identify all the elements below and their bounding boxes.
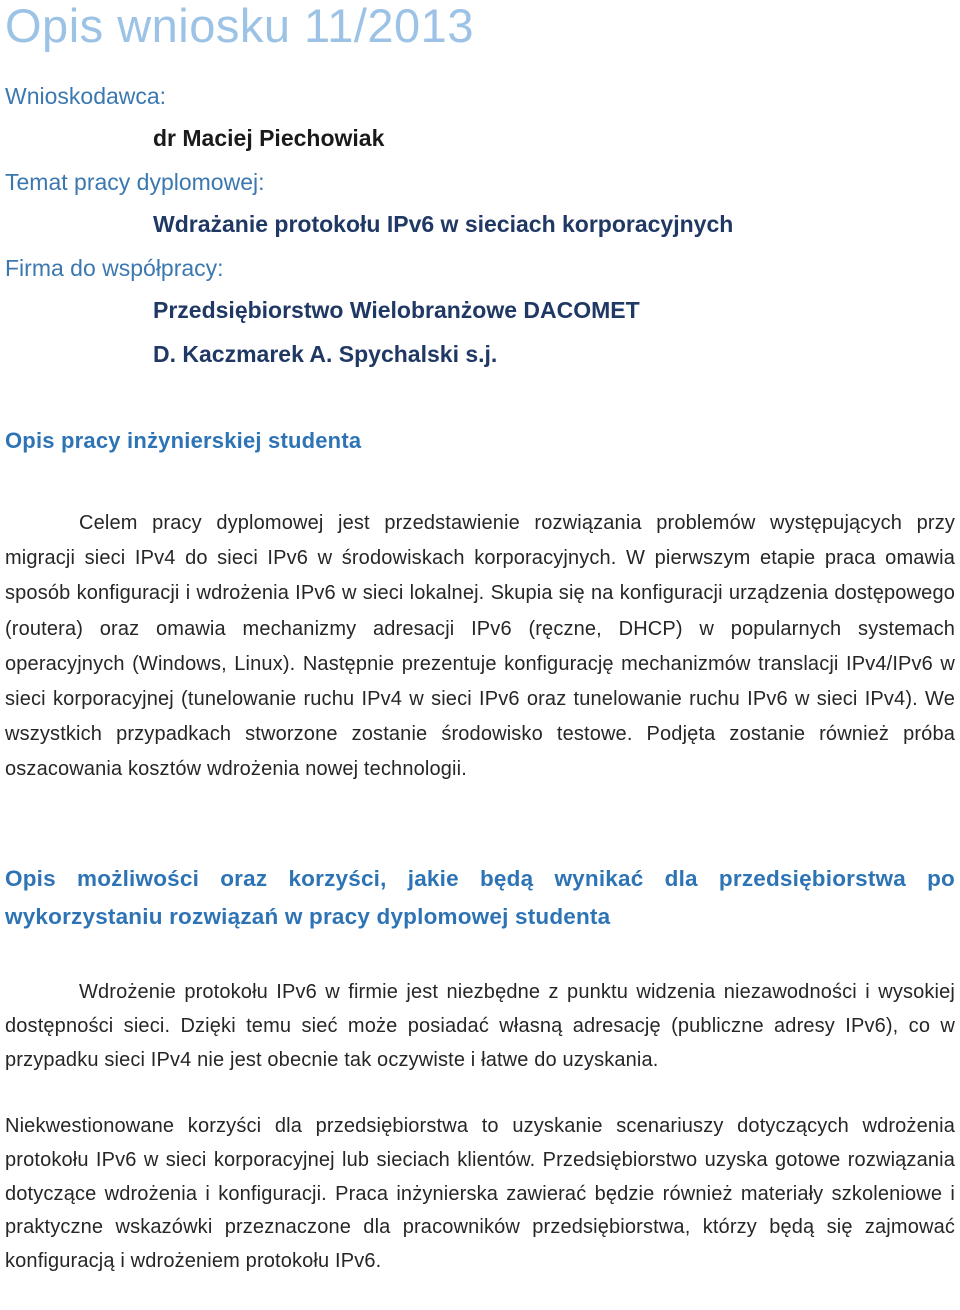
student-work-paragraph [5,506,955,788]
benefits-paragraph-2: Niekwestionowane korzyści dla przedsiębiorstwa to uzyskanie scenariuszy dotyczących wdrożenia protokołu IPv6 w sieci korporacyjnej lub sieciach klientów. Przedsiębiorstwo uzyska gotowe rozwiązania dotyczące wdrożenia i konfiguracji. Praca inżynierska zawierać będzie również materiały szkoleniowe i praktyczne wskazówki przeznaczone dla pracowników przedsiębiorstwa, którzy będą się zajmować konfiguracją i wdrożeniem protokołu IPv6. [5,1115,955,1273]
partner-company-label: Firma do współpracy: [5,255,224,281]
student-work-heading: Opis pracy inżynierskiej studenta [5,428,362,453]
partner-company-value-line1: Przedsiębiorstwo Wielobranżowe DACOMET [153,297,640,323]
thesis-topic-value: Wdrażanie protokołu IPv6 w sieciach korporacyjnych [153,211,734,237]
partner-company-value-line2: D. Kaczmarek A. Spychalski s.j. [153,341,498,367]
thesis-topic-label: Temat pracy dyplomowej: [5,169,265,195]
document-title: Opis wniosku 11/2013 [5,0,474,52]
student-work-paragraph-text: Celem pracy dyplomowej jest przedstawienie rozwiązania problemów występujących przy migracji sieci IPv4 do sieci IPv6 w środowiskach korporacyjnych. W pierwszym etapie praca omawia sposób konfiguracji i wdrożenia IPv6 w sieci lokalnej. Skupia się na konfiguracji urządzenia dostępowego (routera) oraz omawia mechanizmy adresacji IPv6 (ręczne, DHCP) w popularnych systemach operacyjnych (Windows, Linux). Następnie prezentuje konfigurację mechanizmów translacji IPv4/IPv6 w sieci korporacyjnej (tunelowanie ruchu IPv4 w sieci IPv6 oraz tunelowanie ruchu IPv6 w sieci IPv4). We wszystkich przypadkach stworzone zostanie środowisko testowe. Podjęta zostanie również próba oszacowania kosztów wdrożenia nowej technologii. [5,512,955,781]
benefits-paragraph-1-text: Wdrożenie protokołu IPv6 w firmie jest niezbędne z punktu widzenia niezawodności i wysokiej dostępności sieci. Dzięki temu sieć może posiadać własną adresację (publiczne adresy IPv6), co w przypadku sieci IPv4 nie jest obecnie tak oczywiste i łatwe do uzyskania. [5,981,955,1071]
benefits-paragraph-1 [5,975,955,1077]
applicant-label: Wnioskodawca: [5,83,167,109]
applicant-value: dr Maciej Piechowiak [153,125,385,151]
benefits-heading: Opis możliwości oraz korzyści, jakie będą wynikać dla przedsiębiorstwa po wykorzystaniu rozwiązań w pracy dyplomowej studenta [5,866,955,929]
